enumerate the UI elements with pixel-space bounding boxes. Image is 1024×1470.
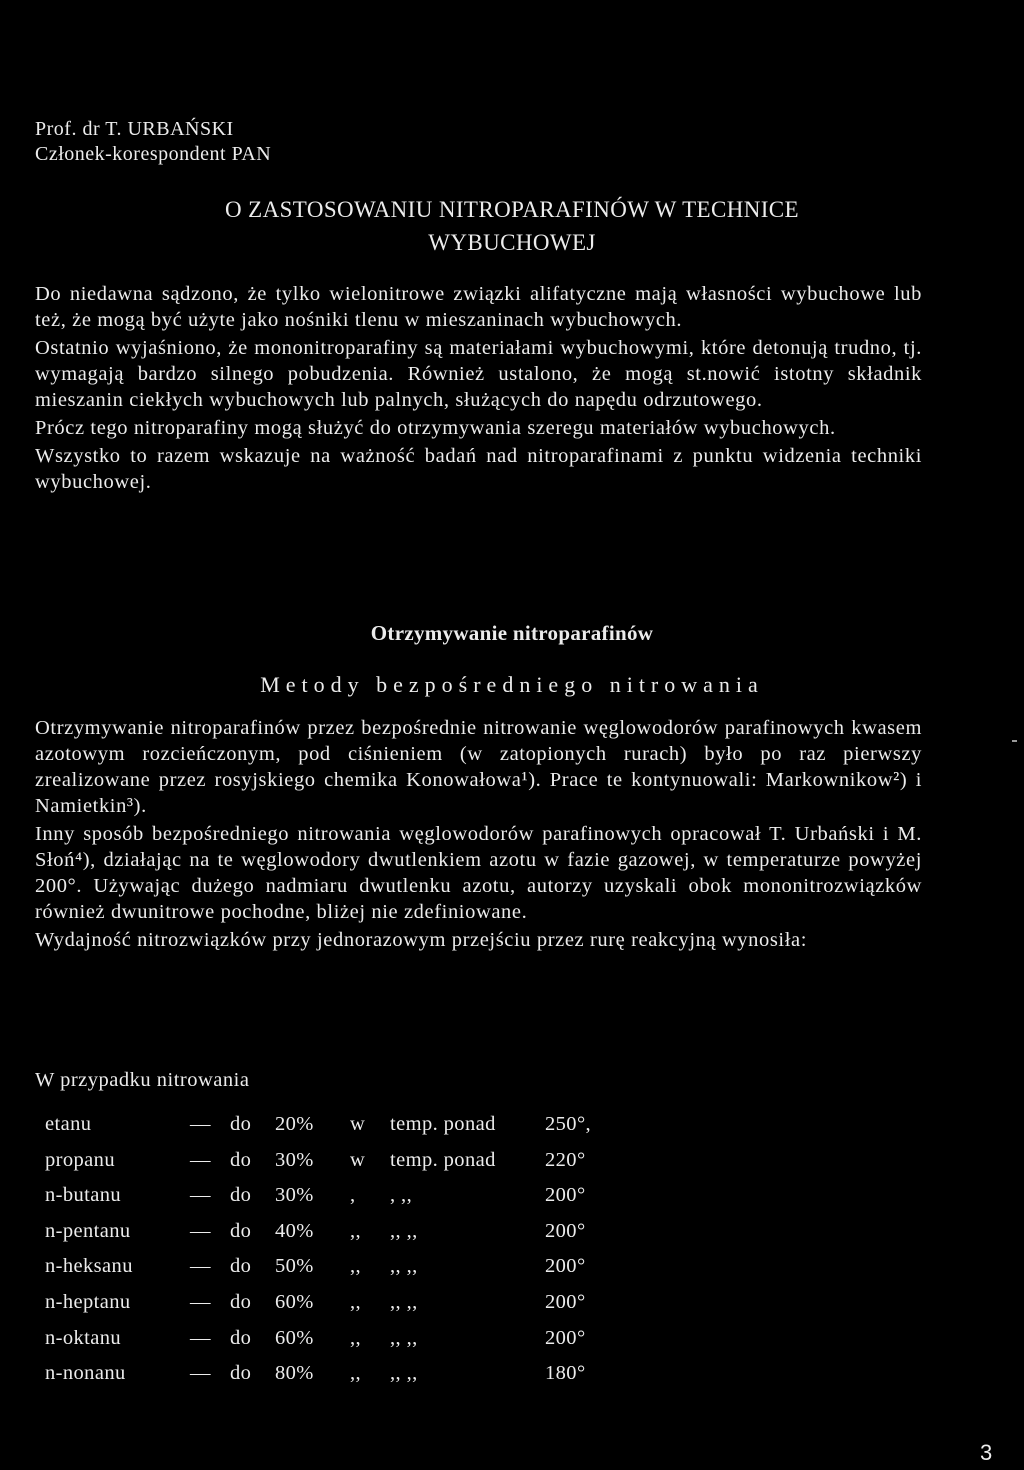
yield-table bbox=[45, 1113, 665, 1398]
yield-percent: 20% bbox=[275, 1113, 314, 1135]
yield-row bbox=[45, 1255, 665, 1291]
up-to-word: do bbox=[230, 1184, 252, 1207]
yield-percent: 80% bbox=[275, 1362, 314, 1385]
methods-text bbox=[35, 715, 922, 955]
hydrocarbon-name: n-nonanu bbox=[45, 1362, 126, 1385]
intro-paragraph: Do niedawna sądzono, że tylko wielonitrowe związki alifatyczne mają własności wybuchowe lub też, że mogą być użyte jako nośniki tlenu w mieszaninach wybuchowych. bbox=[35, 283, 922, 331]
yield-percent: 50% bbox=[275, 1255, 314, 1278]
temperature-label: , ,, bbox=[390, 1184, 413, 1207]
temperature-value: 200° bbox=[545, 1184, 586, 1207]
yield-percent: 30% bbox=[275, 1184, 314, 1207]
temperature-value: 200° bbox=[545, 1219, 586, 1242]
in-word: ,, bbox=[350, 1326, 362, 1349]
hydrocarbon-name: etanu bbox=[45, 1113, 92, 1135]
in-word: ,, bbox=[350, 1362, 362, 1385]
in-word: ,, bbox=[350, 1219, 362, 1242]
up-to-word: do bbox=[230, 1113, 252, 1135]
article-title bbox=[40, 193, 984, 259]
yield-row bbox=[45, 1291, 665, 1327]
methods-paragraph: Wydajność nitrozwiązków przy jednorazowym przejściu przez rurę reakcyjną wynosiła: bbox=[35, 929, 808, 951]
title-line-2: WYBUCHOWEJ bbox=[428, 230, 596, 255]
temperature-label: ,, ,, bbox=[390, 1219, 418, 1242]
hydrocarbon-name: n-butanu bbox=[45, 1184, 122, 1207]
yield-row bbox=[45, 1327, 665, 1363]
intro-paragraph: Ostatnio wyjaśniono, że mononitroparafiny są materiałami wybuchowymi, które detonują trudno, tj. wymagają bardzo silnego pobudzenia. Również ustalono, że mogą st.nowić istotny składnik mieszanin ciekłych wybuchowych lub palnych, służących do napędu odrzutowego. bbox=[35, 337, 922, 411]
in-word: w bbox=[350, 1113, 366, 1135]
up-to-word: do bbox=[230, 1255, 252, 1278]
in-word: ,, bbox=[350, 1290, 362, 1313]
yield-row bbox=[45, 1149, 665, 1185]
temperature-value: 200° bbox=[545, 1326, 586, 1349]
temperature-value: 220° bbox=[545, 1148, 586, 1171]
yield-row bbox=[45, 1220, 665, 1256]
in-word: w bbox=[350, 1148, 366, 1171]
dash: — bbox=[190, 1326, 211, 1349]
author-block bbox=[35, 117, 271, 167]
temperature-label: temp. ponad bbox=[390, 1148, 496, 1171]
dash: — bbox=[190, 1219, 211, 1242]
temperature-value: 180° bbox=[545, 1362, 586, 1385]
temperature-value: 200° bbox=[545, 1255, 586, 1278]
yield-percent: 30% bbox=[275, 1148, 314, 1171]
up-to-word: do bbox=[230, 1219, 252, 1242]
intro-paragraph: Wszystko to razem wskazuje na ważność badań nad nitroparafinami z punktu widzenia techniki wybuchowej. bbox=[35, 445, 922, 493]
yield-percent: 40% bbox=[275, 1219, 314, 1242]
section-heading: Otrzymywanie nitroparafinów bbox=[370, 621, 654, 645]
methods-paragraph: Otrzymywanie nitroparafinów przez bezpośrednie nitrowanie węglowodorów parafinowych kwasem azotowym rozcieńczonym, pod ciśnieniem (w zatopionych rurach) było po raz pierwszy zrealizowane przez rosyjskiego chemika Konowałowa¹). Prace te kontynuowali: Markownikow²) i Namietkin³). bbox=[35, 717, 922, 817]
temperature-value: 250°, bbox=[545, 1113, 592, 1135]
temperature-label: ,, ,, bbox=[390, 1362, 418, 1385]
intro-paragraph: Prócz tego nitroparafiny mogą służyć do otrzymywania szeregu materiałów wybuchowych. bbox=[35, 417, 836, 439]
yield-percent: 60% bbox=[275, 1326, 314, 1349]
temperature-label: ,, ,, bbox=[390, 1290, 418, 1313]
up-to-word: do bbox=[230, 1148, 252, 1171]
temperature-label: ,, ,, bbox=[390, 1255, 418, 1278]
intro-text bbox=[35, 281, 922, 497]
temperature-value: 200° bbox=[545, 1290, 586, 1313]
dash: — bbox=[190, 1255, 211, 1278]
hydrocarbon-name: n-pentanu bbox=[45, 1219, 131, 1242]
dash: — bbox=[190, 1148, 211, 1171]
hydrocarbon-name: n-heptanu bbox=[45, 1290, 131, 1313]
dash: — bbox=[190, 1362, 211, 1385]
author-name: Prof. dr T. URBAŃSKI bbox=[35, 118, 234, 140]
in-word: , bbox=[350, 1184, 356, 1207]
yield-row bbox=[45, 1362, 665, 1398]
dash: — bbox=[190, 1113, 211, 1135]
dash: — bbox=[190, 1290, 211, 1313]
list-label: W przypadku nitrowania bbox=[35, 1069, 250, 1091]
hydrocarbon-name: n-oktanu bbox=[45, 1326, 122, 1349]
temperature-label: ,, ,, bbox=[390, 1326, 418, 1349]
temperature-label: temp. ponad bbox=[390, 1113, 496, 1135]
up-to-word: do bbox=[230, 1290, 252, 1313]
dash: — bbox=[190, 1184, 211, 1207]
author-affiliation: Członek-korespondent PAN bbox=[35, 143, 272, 165]
sub-heading: Metody bezpośredniego nitrowania bbox=[260, 672, 764, 697]
yield-percent: 60% bbox=[275, 1290, 314, 1313]
methods-paragraph: Inny sposób bezpośredniego nitrowania węglowodorów parafinowych opracował T. Urbański i M. Słoń⁴), działając na te węglowodory dwutlenkiem azotu w fazie gazowej, w temperaturze powyżej 200°. Używając dużego nadmiaru dwutlenku azotu, autorzy uzyskali obok mononitrozwiązków również dwunitrowe pochodne, bliżej nie zdefiniowane. bbox=[35, 823, 922, 923]
page-number: 3 bbox=[980, 1440, 993, 1465]
yield-row bbox=[45, 1113, 665, 1149]
title-line-1: O ZASTOSOWANIU NITROPARAFINÓW W TECHNICE bbox=[225, 197, 799, 222]
yield-row bbox=[45, 1184, 665, 1220]
ink-mark bbox=[1012, 740, 1017, 742]
hydrocarbon-name: n-heksanu bbox=[45, 1255, 133, 1278]
up-to-word: do bbox=[230, 1362, 252, 1385]
up-to-word: do bbox=[230, 1326, 252, 1349]
in-word: ,, bbox=[350, 1255, 362, 1278]
hydrocarbon-name: propanu bbox=[45, 1148, 115, 1171]
